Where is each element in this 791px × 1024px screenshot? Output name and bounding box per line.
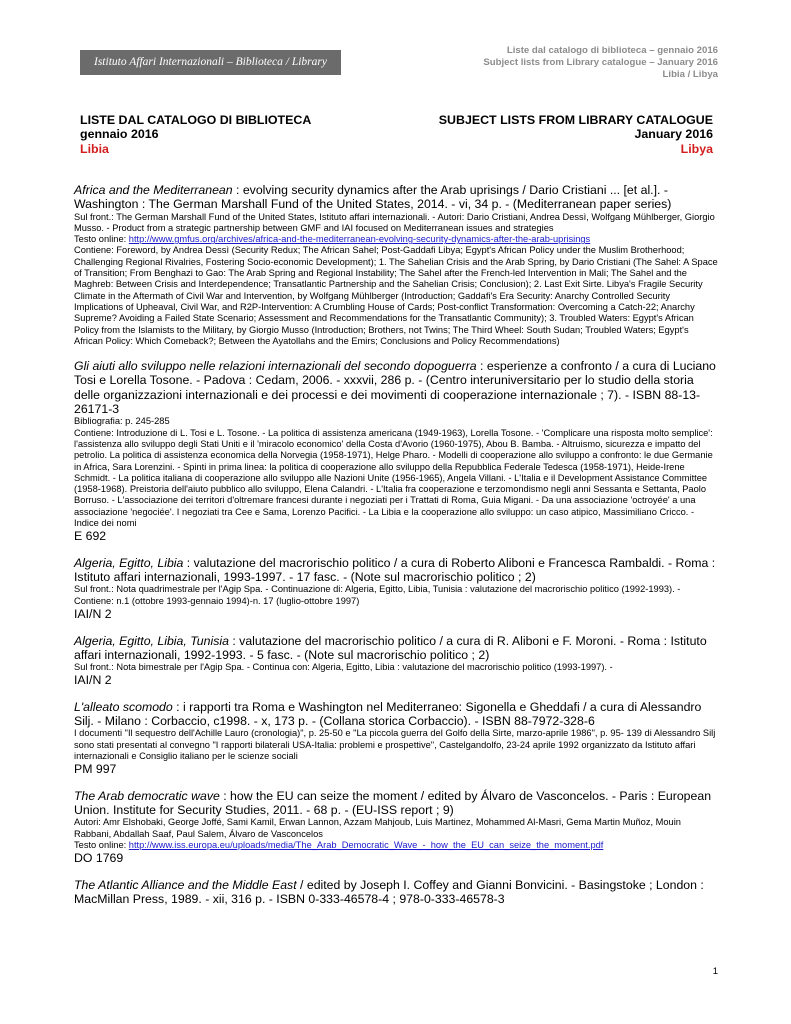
online-text-label: Testo online: xyxy=(74,840,129,851)
entry-note: I documenti "Il sequestro dell'Achille Lauro (cronologia)", p. 25-50 e "La piccola guerra del Golfo della Sirte, marzo-aprile 1986", p. 95- 139 di Alessandro Silj sono stati presentati al convegno "I rapporti bilaterali USA-Italia: problemi e prospettive", Castelgandolfo, 23-24 aprile 1992 organizzato da Istituto affari internazionali e Consiglio italiano per le scienze sociali xyxy=(74,728,716,762)
header-english-date: January 2016 xyxy=(634,127,713,142)
header-italian xyxy=(80,113,311,156)
library-banner: Istituto Affari Internazionali – Biblioteca / Library xyxy=(80,50,341,75)
running-header xyxy=(483,45,718,81)
header-english-topic: Libya xyxy=(680,141,713,156)
catalogue-entry xyxy=(74,556,719,622)
catalogue-entry xyxy=(74,700,719,777)
entry-note: Sul front.: The German Marshall Fund of the United States, Istituto affari internazionali. - Autori: Dario Cristiani, Andrea Dessì, Wolfgang Mühlberger, Giorgio Musso. - Product from a strategic partnership between GMF and IAI focused on Mediterranean issues and strategies xyxy=(74,211,715,233)
online-text-link[interactable]: http://www.iss.europa.eu/uploads/media/The_Arab_Democratic_Wave_-_how_the_EU_can_seize_the_moment.pdf xyxy=(128,840,604,851)
citation xyxy=(74,556,719,585)
entry-details: / edited by Joseph I. Coffey and Gianni Bonvicini. - Basingstoke ; London : MacMillan Press, 1989. - xii, 316 p. - ISBN 0-333-46578-4 ; 978-0-333-46578-3 xyxy=(74,877,704,907)
header-italian-date: gennaio 2016 xyxy=(80,127,159,142)
entry-details: : valutazione del macrorischio politico / a cura di Roberto Aliboni e Francesca Rambaldi. - Roma : Istituto affari internazionali, 1993-1997. - 17 fasc. - (Note sul macrorischio politico ; 2) xyxy=(74,555,716,585)
catalogue-entries xyxy=(74,183,719,918)
entry-details: : evolving security dynamics after the Arab uprisings / Dario Cristiani ... [et al.]. - Washington : The German Marshall Fund of the United States, 2014. - vi, 34 p. - (Mediterranean paper series) xyxy=(74,183,672,212)
shelf-location: E 692 xyxy=(74,529,107,544)
online-text-label: Testo online: xyxy=(74,234,129,245)
entry-title: The Atlantic Alliance and the Middle East xyxy=(74,877,297,892)
header-english-title: SUBJECT LISTS FROM LIBRARY CATALOGUE xyxy=(438,113,713,127)
catalogue-entry xyxy=(74,359,719,544)
citation xyxy=(74,183,719,212)
entry-title: Africa and the Mediterranean xyxy=(74,183,233,197)
page-number: 1 xyxy=(712,966,718,977)
entry-details: : how the EU can seize the moment / edited by Álvaro de Vasconcelos. - Paris : European Union. Institute for Security Studies, 2011. - 68 p. - (EU-ISS report ; 9) xyxy=(74,788,712,818)
entry-details: : i rapporti tra Roma e Washington nel Mediterraneo: Sigonella e Gheddafi / a cura di Alessandro Silj. - Milano : Corbaccio, c1998. - x, 173 p. - (Collana storica Corbaccio). - ISBN 88-7972-328-6 xyxy=(74,699,702,729)
catalogue-entry xyxy=(74,789,719,866)
citation xyxy=(74,359,719,416)
entry-title: L'alleato scomodo xyxy=(74,699,173,714)
header-italian-title: LISTE DAL CATALOGO DI BIBLIOTECA xyxy=(80,113,312,127)
citation xyxy=(74,634,719,663)
online-text xyxy=(74,234,719,245)
shelf-location: DO 1769 xyxy=(74,851,124,866)
header-english xyxy=(439,113,713,156)
shelf-location: PM 997 xyxy=(74,762,117,777)
entry-note: Sul front.: Nota bimestrale per l'Agip Spa. - Continua con: Algeria, Egitto, Libia : valutazione del macrorischio politico (1993-1997). - xyxy=(74,662,613,673)
header-italian-topic: Libia xyxy=(80,141,109,156)
online-text-link[interactable]: http://www.gmfus.org/archives/africa-and-the-mediterranean-evolving-security-dynamics-after-the-arab-uprisings xyxy=(128,234,591,245)
catalogue-entry xyxy=(74,634,719,688)
entry-title: Algeria, Egitto, Libia xyxy=(74,555,184,570)
running-header-line-1: Liste dal catalogo di biblioteca – gennaio 2016 xyxy=(506,45,718,56)
citation xyxy=(74,700,719,729)
online-text xyxy=(74,840,719,851)
catalogue-entry xyxy=(74,878,719,907)
citation xyxy=(74,789,719,818)
entry-title: Gli aiuti allo sviluppo nelle relazioni internazionali del secondo dopoguerra xyxy=(74,359,477,374)
entry-contents: Contiene: Foreword, by Andrea Dessì (Security Redux; The African Sahel; Post-Gaddafi Libya; Egypt's African Policy under the Muslim Brotherhood; Challenging Regional Rivalries, Fostering Socio-economic Development); 1. The Sahelian Crisis and the Arab Spring, by Dario Cristiani (The Sahel: A Space of Transition; From Benghazi to Gao: The Arab Spring and Regional Instability; The Sahel after the French-led Intervention in Mali; The Sahel and the Maghreb: Between Crisis and Interdependence; Transatlantic Partnership and the Sahelian Crisis; Conclusion); 2. Last Exit Sirte. Libya's Fragile Security Climate in the Aftermath of Civil War and Intervention, by Wolfgang Mühlberger (Introduction; Gaddafi's Era Security: Anarchy Controlled Security Implications of Upheaval, Civil War, and R2P-Intervention: A Crumbling House of Cards; Post-conflict Transformation: Overcoming a Catch-22; Anarchy Supreme? Avoiding a Failed State Scenario; Assessment and Recommendations for the Transatlantic Community); 3. Troubled Waters: Egypt's African Policy from the Islamists to the Military, by Giorgio Musso (Introduction; Brothers, not Twins; The Third Wheel: South Sudan; Troubled Waters; Egypt's African Policy: Which Comeback?; Between the Ayatollahs and the Emirs; Conclusions and Policy Recommendations) xyxy=(74,245,718,346)
citation xyxy=(74,878,719,907)
shelf-location: IAI/N 2 xyxy=(74,673,112,688)
catalogue-entry xyxy=(74,183,719,347)
shelf-location: IAI/N 2 xyxy=(74,607,112,621)
entry-title: Algeria, Egitto, Libia, Tunisia xyxy=(74,633,229,648)
entry-note: Autori: Amr Elshobaki, George Joffé, Sami Kamil, Erwan Lannon, Azzam Mahjoub, Luis Martinez, Mohammed Al-Masri, Gema Martin Muñoz, Mouin Rabbani, Abdallah Saaf, Paul Salem, Álvaro de Vasconcelos xyxy=(74,817,681,839)
running-header-line-3: Libia / Libya xyxy=(662,69,718,80)
running-header-line-2: Subject lists from Library catalogue – January 2016 xyxy=(483,57,718,68)
entry-title: The Arab democratic wave xyxy=(74,788,220,803)
entry-note: Bibliografia: p. 245-285 xyxy=(74,416,170,427)
entry-contents: Contiene: Introduzione di L. Tosi e L. Tosone. - La politica di assistenza americana (1949-1963), Lorella Tosone. - 'Complicare una risposta molto semplice': l'assistenza allo sviluppo degli Stati Uniti e il 'miracolo economico' della Costa d'Avorio (1960-1975), Abou B. Bamba. - Altruismo, sicurezza e impatto del petrolio. La politica di assistenza economica della Norvegia (1958-1971), Helge Pharo. - Modelli di cooperazione allo sviluppo a confronto: le due Germanie in Africa, Sara Lorenzini. - Spinti in prima linea: la politica di cooperazione allo sviluppo della Repubblica Federale Tedesca (1958-1971), Heide-Irene Schmidt. - La politica italiana di cooperazione allo sviluppo alle Nazioni Unite (1956-1965), Angela Villani. - L'Italia e il Development Assistance Committee (1958-1968). Preistoria dell'aiuto pubblico allo sviluppo, Elena Calandri. - L'Italia fra cooperazione e terzomondismo negli anni Sessanta e Settanta, Paolo Borruso. - L'associazione dei territori d'oltremare francesi durante i negoziati per i Trattati di Roma, Guia Migani. - Da una associazione 'octroyée' a una associazione 'negociée'. I negoziati tra Cee e Sama, Lorenzo Pacifici. - La Libia e la cooperazione allo sviluppo: un caso atipico, Massimiliano Cricco. - Indice dei nomi xyxy=(74,427,713,529)
entry-note: Sul front.: Nota quadrimestrale per l'Agip Spa. - Continuazione di: Algeria, Egitto, Libia, Tunisia : valutazione del macrorischio politico (1992-1993). - Contiene: n.1 (ottobre 1993-gennaio 1994)-n. 17 (luglio-ottobre 1997) xyxy=(74,584,681,606)
entry-details: : esperienze a confronto / a cura di Luciano Tosi e Lorella Tosone. - Padova : Cedam, 2006. - xxxvii, 286 p. - (Centro interuniversitario per lo studio della storia delle organizzazioni internazionali e dei processi e dei movimenti di cooperazione internazionale ; 7). - ISBN 88-13-26171-3 xyxy=(74,359,716,417)
entry-details: : valutazione del macrorischio politico / a cura di R. Aliboni e F. Moroni. - Roma : Istituto affari internazionali, 1992-1993. - 5 fasc. - (Note sul macrorischio politico ; 2) xyxy=(74,633,707,662)
